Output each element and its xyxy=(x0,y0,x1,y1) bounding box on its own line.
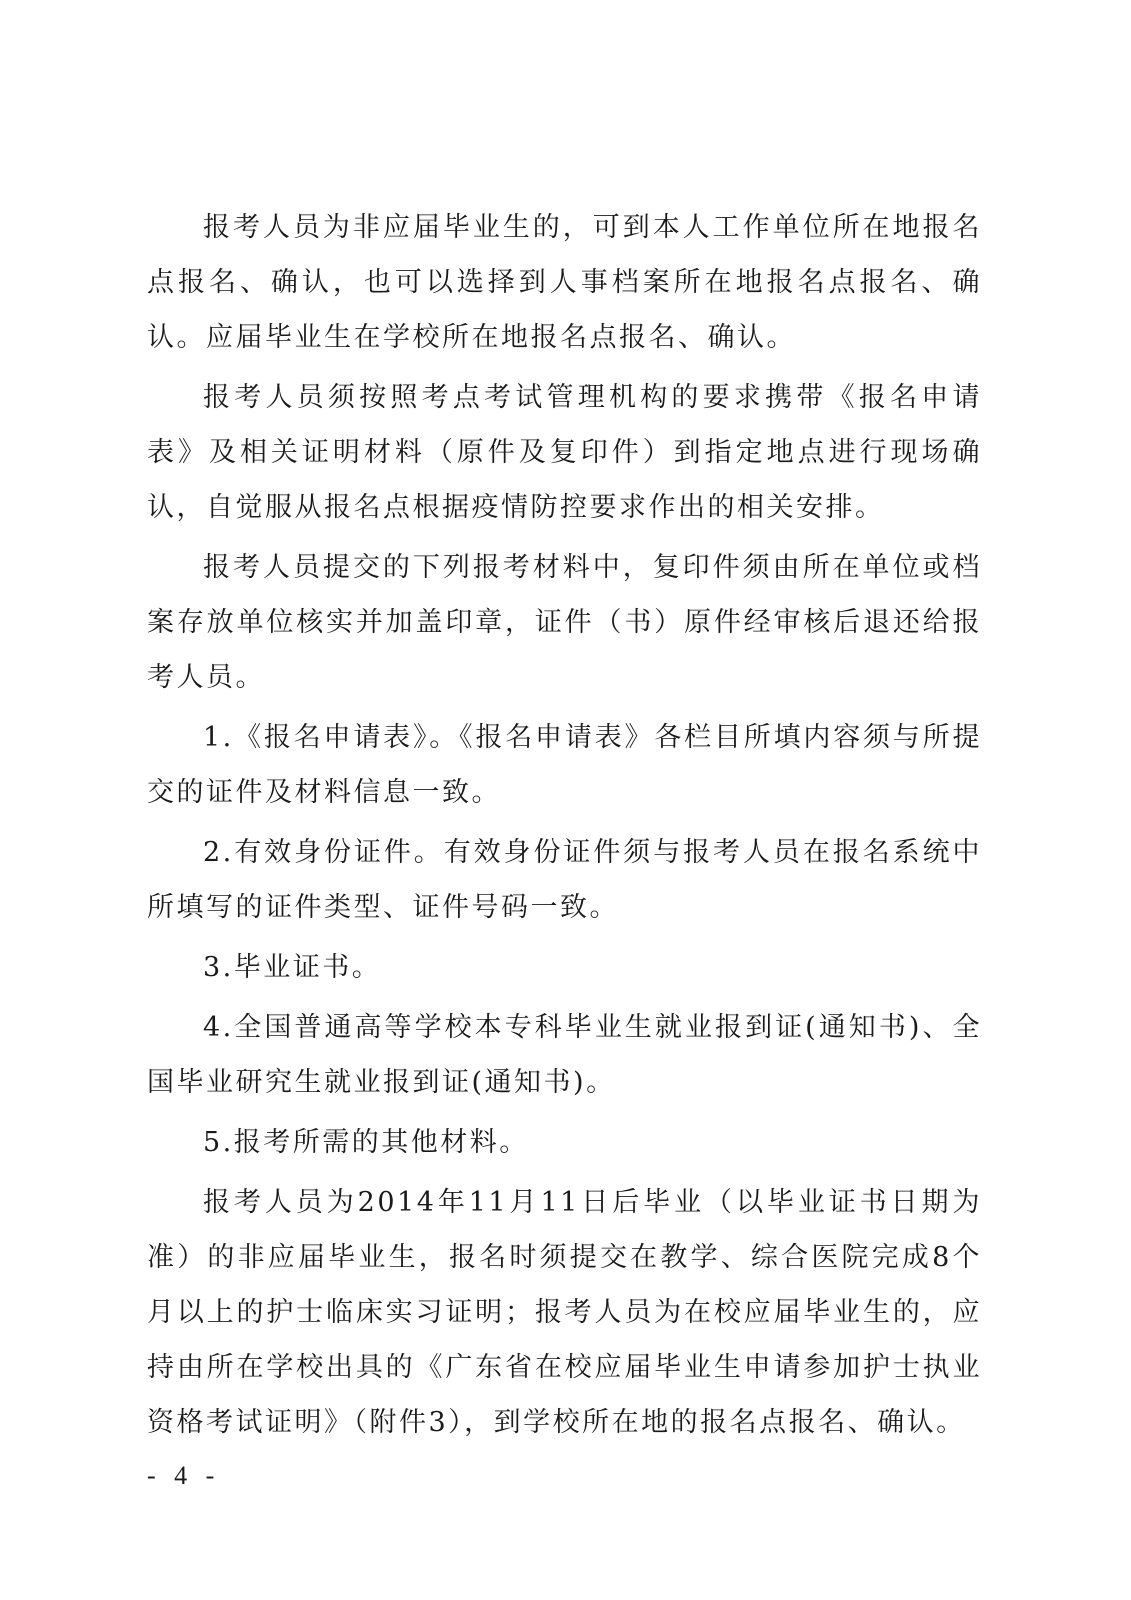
list-item-other-materials: 5.报考所需的其他材料。 xyxy=(203,1127,529,1158)
list-item-id-document: 2.有效身份证件。有效身份证件须与报考人员在报名系统中所填写的证件类型、证件号码一致。 xyxy=(147,837,982,923)
list-item-diploma: 3.毕业证书。 xyxy=(203,952,382,983)
paragraph-registration-location: 报考人员为非应届毕业生的，可到本人工作单位所在地报名点报名、确认，也可以选择到人事档案所在地报名点报名、确认。应届毕业生在学校所在地报名点报名、确认。 xyxy=(147,212,982,353)
list-item-application-form: 1.《报名申请表》。《报名申请表》各栏目所填内容须与所提交的证件及材料信息一致。 xyxy=(147,722,982,808)
paragraph-materials-intro: 报考人员提交的下列报考材料中，复印件须由所在单位或档案存放单位核实并加盖印章，证件（书）原件经审核后退还给报考人员。 xyxy=(147,552,982,693)
page-number: - 4 - xyxy=(147,1461,221,1490)
list-item-employment-certificate: 4.全国普通高等学校本专科毕业生就业报到证(通知书)、全国毕业研究生就业报到证(通知书)。 xyxy=(147,1012,982,1098)
paragraph-internship-requirement: 报考人员为2014年11月11日后毕业（以毕业证书日期为准）的非应届毕业生，报名时须提交在教学、综合医院完成8个月以上的护士临床实习证明；报考人员为在校应届毕业生的，应持由所在学校出具的《广东省在校应届毕业生申请参加护士执业资格考试证明》（附件3），到学校所在地的报名点报名、确认。 xyxy=(147,1187,982,1438)
paragraph-onsite-confirmation: 报考人员须按照考点考试管理机构的要求携带《报名申请表》及相关证明材料（原件及复印件）到指定地点进行现场确认，自觉服从报名点根据疫情防控要求作出的相关安排。 xyxy=(147,382,982,523)
document-body xyxy=(147,200,982,1455)
